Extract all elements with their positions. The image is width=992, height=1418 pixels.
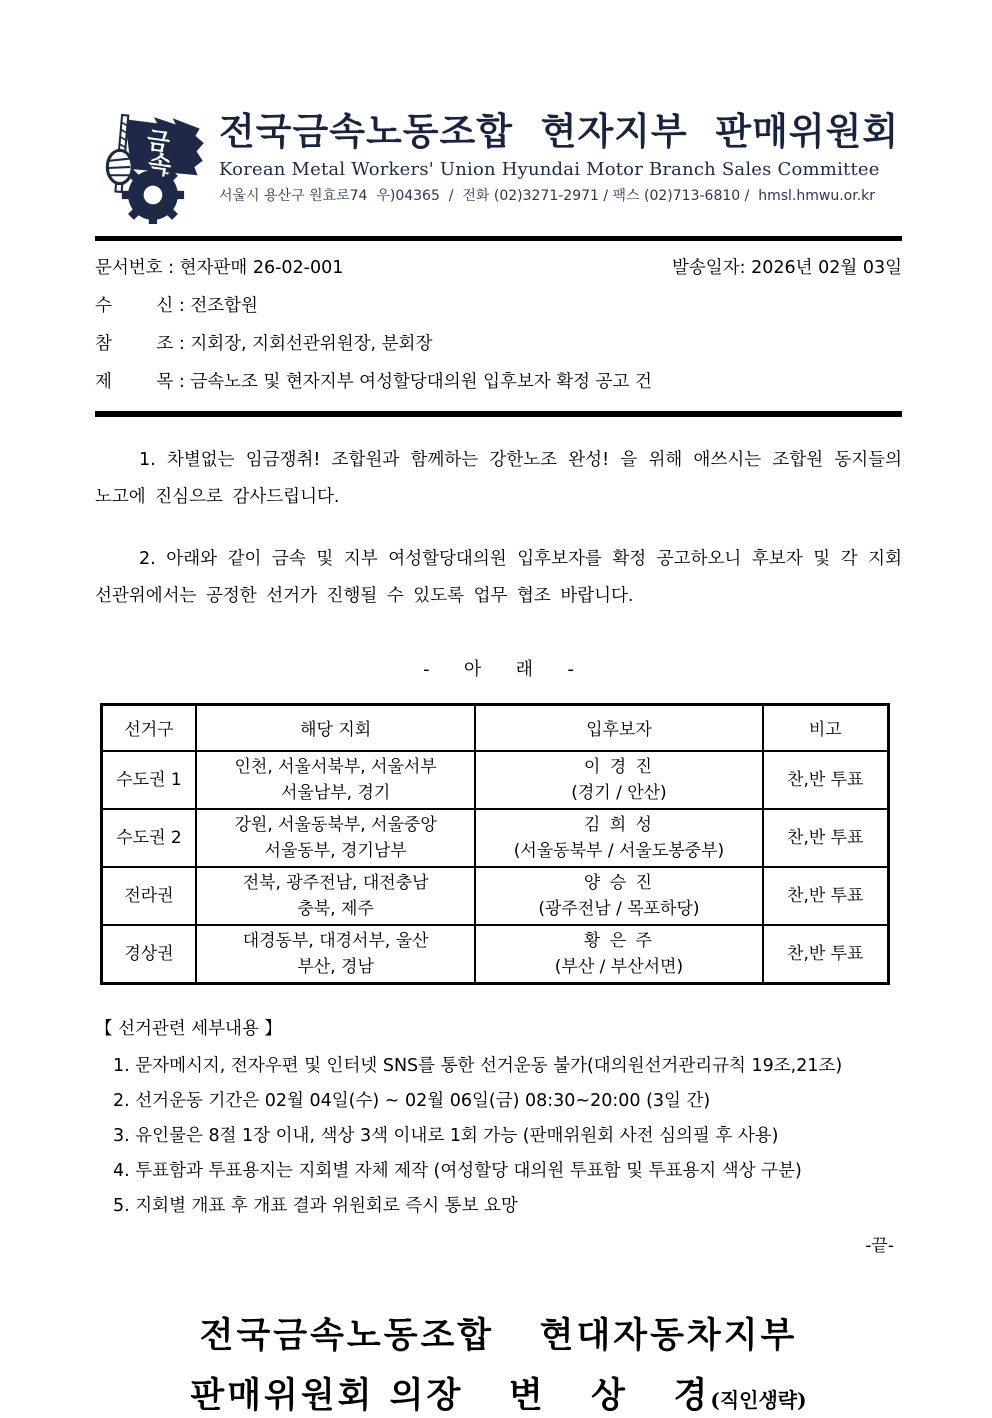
subject-line: 제 목 : 금속노조 및 현자지부 여성할당대의원 입후보자 확정 공고 건 — [95, 372, 652, 392]
candidate-name: 양 승 진 — [583, 872, 654, 893]
reference-line: 참 조 : 지회장, 지회선관위원장, 분회장 — [95, 334, 433, 354]
table-row — [102, 809, 889, 867]
signature-chairman-name: 판매위원회 의장 변 상 경 — [190, 1374, 711, 1416]
body-paragraph-1: 1. 차별없는 임금쟁취! 조합원과 함께하는 강한노조 완성! 을 위해 애쓰시는 조합원 동지들의 노고에 진심으로 감사드립니다. — [95, 450, 902, 507]
body-paragraph-2: 2. 아래와 같이 금속 및 지부 여성할당대의원 입후보자를 확정 공고하오니 후보자 및 각 지회 선관위에서는 공정한 선거가 진행될 수 있도록 업무 협조 바랍니다. — [95, 549, 902, 606]
branches-cell — [196, 867, 475, 925]
table-row — [102, 867, 889, 925]
candidate-cell — [475, 809, 762, 867]
branches-line1: 대경동부, 대경서부, 울산 — [242, 930, 429, 951]
branches-line2: 충북, 제주 — [297, 898, 374, 919]
header-divider-rule — [95, 236, 902, 241]
district-cell: 전라권 — [102, 867, 196, 925]
union-logo — [95, 112, 213, 224]
candidate-cell — [475, 867, 762, 925]
organization-title: 전국금속노동조합 현자지부 판매위원회 — [219, 110, 900, 153]
signature-organization: 전국금속노동조합 현대자동차지부 — [199, 1314, 798, 1356]
branches-line2: 서울동부, 경기남부 — [264, 840, 407, 861]
flag-text-sok: 속 — [146, 149, 174, 181]
candidate-name: 김 희 성 — [583, 814, 654, 835]
letterhead — [95, 110, 902, 224]
candidate-name: 황 은 주 — [583, 930, 654, 951]
organization-subtitle-english: Korean Metal Workers' Union Hyundai Motor Branch Sales Committee — [219, 159, 880, 181]
branches-line2: 서울남부, 경기 — [280, 782, 391, 803]
flag-text-geum: 금 — [144, 125, 172, 158]
branches-line1: 인천, 서울서북부, 서울서부 — [234, 756, 437, 777]
send-date: 발송일자: 2026년 02월 03일 — [672, 258, 902, 278]
branches-cell — [196, 925, 475, 984]
details-heading: 【 선거관련 세부내용 】 — [95, 1018, 282, 1039]
document-info — [95, 259, 902, 391]
note-cell: 찬,반 투표 — [763, 809, 889, 867]
branches-cell — [196, 751, 475, 809]
branches-line1: 강원, 서울동북부, 서울중앙 — [234, 814, 437, 835]
branches-cell — [196, 809, 475, 867]
candidate-info: (광주전남 / 목포하당) — [538, 898, 700, 919]
details-item-5: 5. 지회별 개표 후 개표 결과 위원회로 즉시 통보 요망 — [113, 1195, 518, 1216]
details-item-2: 2. 선거운동 기간은 02월 04일(수) ~ 02월 06일(금) 08:30~20:00 (3일 간) — [113, 1090, 711, 1111]
candidate-info: (경기 / 안산) — [571, 782, 667, 803]
col-header-district: 선거구 — [102, 705, 196, 751]
metal-union-flag-gear-icon — [95, 112, 213, 224]
branches-line2: 부산, 경남 — [297, 956, 374, 977]
note-cell: 찬,반 투표 — [763, 867, 889, 925]
below-divider-label: - 아 래 - — [423, 659, 574, 680]
end-of-document-mark: -끝- — [865, 1235, 894, 1256]
candidate-cell — [475, 751, 762, 809]
col-header-candidate: 입후보자 — [475, 705, 762, 751]
election-details-section — [95, 1015, 902, 1215]
district-cell: 경상권 — [102, 925, 196, 984]
details-item-4: 4. 투표함과 투표용지는 지회별 자체 제작 (여성할당 대의원 투표함 및 투표용지 색상 구분) — [113, 1160, 802, 1181]
doc-number-date-row — [95, 259, 902, 277]
col-header-note: 비고 — [763, 705, 889, 751]
candidate-info: (서울동북부 / 서울도봉중부) — [513, 840, 725, 861]
details-item-1: 1. 문자메시지, 전자우편 및 인터넷 SNS를 통한 선거운동 불가(대의원선거관리규칙 19조,21조) — [113, 1055, 843, 1076]
table-row — [102, 925, 889, 984]
note-cell: 찬,반 투표 — [763, 751, 889, 809]
candidate-name: 이 경 진 — [583, 756, 654, 777]
table-header-row — [102, 705, 889, 751]
signature-chairman-line — [95, 1368, 902, 1418]
organization-address-line: 서울시 용산구 원효로74 우)04365 / 전화 (02)3271-2971 / 팩스 (02)713-6810 / hmsl.hmwu.or.kr — [219, 188, 876, 205]
document-number: 문서번호 : 현자판매 26-02-001 — [95, 258, 344, 278]
district-cell: 수도권 1 — [102, 751, 196, 809]
candidate-cell — [475, 925, 762, 984]
candidate-info: (부산 / 부산서면) — [554, 956, 684, 977]
letterhead-text — [213, 110, 902, 205]
branches-line1: 전북, 광주전남, 대전충남 — [242, 872, 429, 893]
district-cell: 수도권 2 — [102, 809, 196, 867]
seal-omitted-note: (직인생략) — [710, 1387, 807, 1412]
recipient-line: 수 신 : 전조합원 — [95, 296, 258, 316]
col-header-branches: 해당 지회 — [196, 705, 475, 751]
subject-divider-rule — [95, 411, 902, 417]
table-row — [102, 751, 889, 809]
details-item-3: 3. 유인물은 8절 1장 이내, 색상 3색 이내로 1회 가능 (판매위원회 사전 심의필 후 사용) — [113, 1125, 779, 1146]
note-cell: 찬,반 투표 — [763, 925, 889, 984]
candidates-table — [100, 703, 890, 985]
signature-block — [95, 1308, 902, 1418]
